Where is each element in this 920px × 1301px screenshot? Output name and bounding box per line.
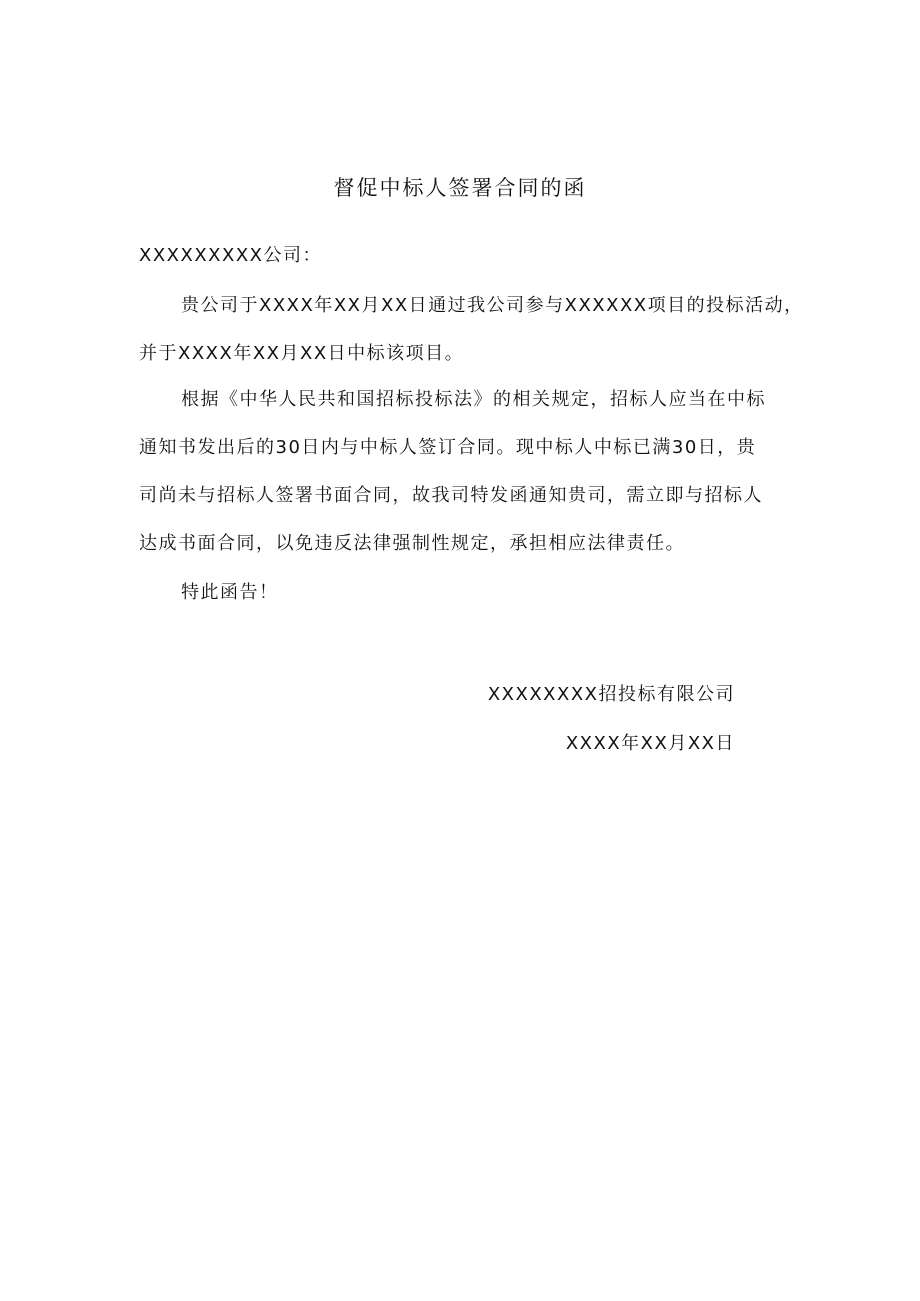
- paragraph-2-line-3: 司尚未与招标人签署书面合同，故我司特发函通知贵司，需立即与招标人: [139, 485, 763, 506]
- document-title: 督促中标人签署合同的函: [333, 176, 587, 200]
- closing-remark: 特此函告！: [181, 582, 279, 603]
- paragraph-2-line-2: 通知书发出后的30日内与中标人签订合同。现中标人中标已满30日，贵: [139, 437, 757, 458]
- signer-company: XXXXXXXX招投标有限公司: [487, 684, 735, 705]
- salutation: XXXXXXXXX公司：: [139, 245, 322, 266]
- paragraph-1-line-1: 贵公司于XXXX年XX月XX日通过我公司参与XXXXXX项目的投标活动，: [181, 295, 804, 316]
- paragraph-2-line-1: 根据《中华人民共和国招标投标法》的相关规定，招标人应当在中标: [181, 389, 766, 410]
- paragraph-2-line-4: 达成书面合同，以免违反法律强制性规定，承担相应法律责任。: [139, 533, 685, 554]
- signature-date: XXXX年XX月XX日: [565, 733, 735, 754]
- paragraph-1-line-2: 并于XXXX年XX月XX日中标该项目。: [139, 343, 465, 364]
